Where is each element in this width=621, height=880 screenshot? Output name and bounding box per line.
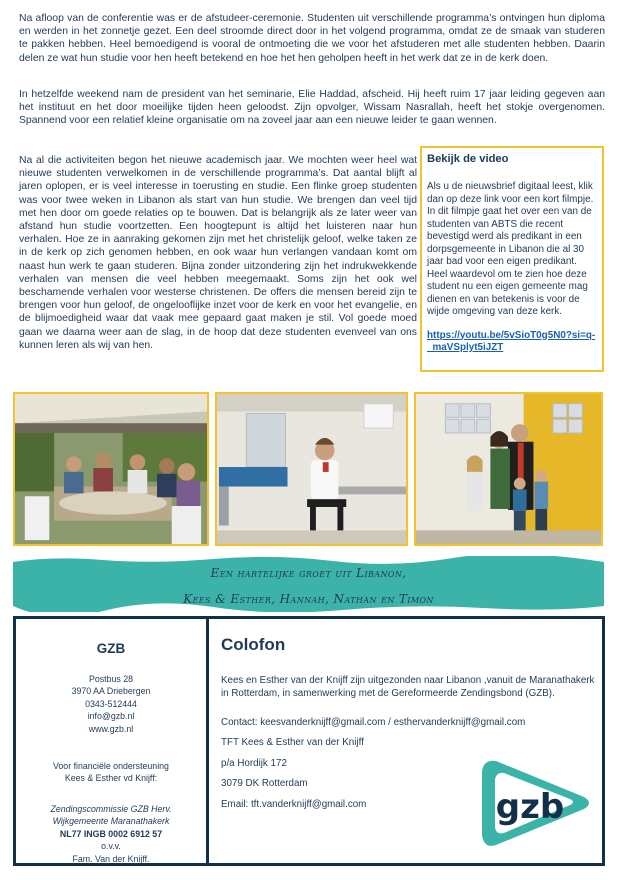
- colofon-email: Email: tft.vanderknijff@gmail.com: [221, 799, 367, 810]
- footer-divider: [206, 619, 209, 863]
- colofon-title: Colofon: [221, 635, 286, 654]
- group-dinner-photo-image: [15, 394, 207, 544]
- gzb-address-line: 3970 AA Driebergen: [71, 686, 151, 697]
- colofon-intro: Kees en Esther van der Knijff zijn uitgezonden naar Libanon ,vanuit de Maranathakerk in Rotterdam, in samenwerking met de Gereformeerde Zendingsbond (GZB).: [221, 675, 595, 699]
- finance-line: Voor financiële ondersteuning: [53, 761, 169, 771]
- clinic-photo: [215, 392, 408, 546]
- clinic-photo-image: [217, 394, 406, 544]
- bank-iban: NL77 INGB 0002 6912 57: [59, 828, 163, 839]
- colofon-tft: TFT Kees & Esther van der Knijff: [221, 737, 364, 748]
- video-box-title: Bekijk de video: [427, 153, 509, 165]
- family-photo-image: [416, 394, 601, 544]
- colofon-street: p/a Hordijk 172: [221, 758, 287, 769]
- gzb-phone: 0343-512444: [85, 698, 137, 709]
- gzb-logo: [474, 753, 598, 853]
- bank-recipient: Wijkgemeente Maranathakerk: [52, 816, 170, 827]
- article-paragraph-graduation: Na afloop van de conferentie was er de afstudeer-ceremonie. Studenten uit verschillende programma’s ontvingen hun diploma en werden in het zonnetje gezet. Een deel stroomde direct door in het volgend programma, omdat ze de smaak van studeren te pakken hebben. Heel bemoedigend is vooral de ontmoeting die we voor het afstuderen met alle studenten hebben. Daarin delen ze wat hun studie voor hen heeft betekend en hoe het hen geholpen heeft in het werk dat ze in de kerk doen.: [19, 13, 605, 64]
- colofon-city: 3079 DK Rotterdam: [221, 778, 308, 789]
- gzb-email[interactable]: info@gzb.nl: [87, 711, 135, 722]
- bank-ovv: o.v.v.: [101, 841, 121, 852]
- gzb-address: [16, 673, 206, 735]
- family-photo: [414, 392, 603, 546]
- colofon-contact: Contact: keesvanderknijff@gmail.com / esthervanderknijff@gmail.com: [221, 717, 526, 728]
- greeting-line-2: Kees & Esther, Hannah, Nathan en Timon: [183, 592, 434, 606]
- finance-line: Kees & Esther vd Knijff:: [64, 773, 158, 784]
- gzb-website[interactable]: www.gzb.nl: [88, 723, 134, 734]
- video-box-text: Als u de nieuwsbrief digitaal leest, klik dan op deze link voor een kort filmpje. In dit filmpje gaat het over een van de studenten van ABTS die recent bevestigd werd als predikant in een dorpsgemeente in Libanon die al 30 jaar bad voor een eigen predikant. Heel waardevol om te zien hoe deze student nu een eigen gemeente mag dienen en van betekenis is voor de wijde omgeving van deze kerk.: [427, 181, 594, 317]
- article-paragraph-president: In hetzelfde weekend nam de president van het seminarie, Elie Haddad, afscheid. Hij heeft ruim 17 jaar leiding gegeven aan het instituut en het door moeilijke tijden heen geloodst. Zijn opvolger, Wissam Nasrallah, heeft het stokje overgenomen. Spannend voor een relatief kleine organisatie om na zoveel jaar aan een nieuwe leider te gaan wennen.: [19, 89, 605, 127]
- gzb-bank-details: [16, 803, 206, 865]
- video-box: [420, 146, 604, 372]
- gzb-title: GZB: [96, 641, 126, 656]
- bank-recipient: Zendingscommissie GZB Herv.: [50, 804, 172, 814]
- gzb-logo-text: gzb: [495, 787, 565, 827]
- footer-box: [13, 616, 605, 866]
- gzb-logo-icon: [474, 753, 598, 853]
- gzb-finance-note: [16, 760, 206, 785]
- greeting-line-1: Een hartelijke groet uit Libanon,: [210, 566, 407, 580]
- gzb-address-line: Postbus 28: [88, 674, 133, 684]
- article-paragraph-academic-year: Na al die activiteiten begon het nieuwe academisch jaar. We mochten weer heel wat nieuwe studenten verwelkomen in de verschillende programma’s. Dat aantal blijft al jaren oplopen, er is veel interesse in toerusting en studie. Een flinke groep studenten was voor twee weken in Libanon als start van hun studie. We brengen dan veel tijd met hen door om goede relaties op te bouwen. Dat is belangrijk als ze later weer van afstand hun studie voortzetten. Een hoogtepunt is altijd het luisteren naar hun verhalen. Hoe ze in aanraking gekomen zijn met het christelijk geloof, welke taken ze in de kerk op zich genomen hebben, en ook waar hun verlangen vandaan komt om naast hun werk te gaan studeren. Bijna zonder uitzondering zijn het indrukwekkende verhalen van mensen die veel hebben meegemaakt. Soms zijn het ook wel beschamende verhalen voor westerse christenen. De offers die mensen bereid zijn te brengen voor hun geloof, de ongelooflijke inzet voor de kerk en voor het evangelie, en de blijmoedigheid waar dat vaak mee gepaard gaat maken je stil. Vol goede moed gaan we daarna weer aan de slag, in de hoop dat deze studenten evenveel van ons kunnen leren als wij van hen.: [19, 155, 417, 351]
- group-dinner-photo: [13, 392, 209, 546]
- greeting-banner: [13, 556, 604, 612]
- video-link[interactable]: https://youtu.be/5vSioT0g5N0?si=q-_maVSplyt5iJZT: [427, 329, 596, 353]
- bank-ovv: Fam. Van der Knijff.: [72, 853, 150, 864]
